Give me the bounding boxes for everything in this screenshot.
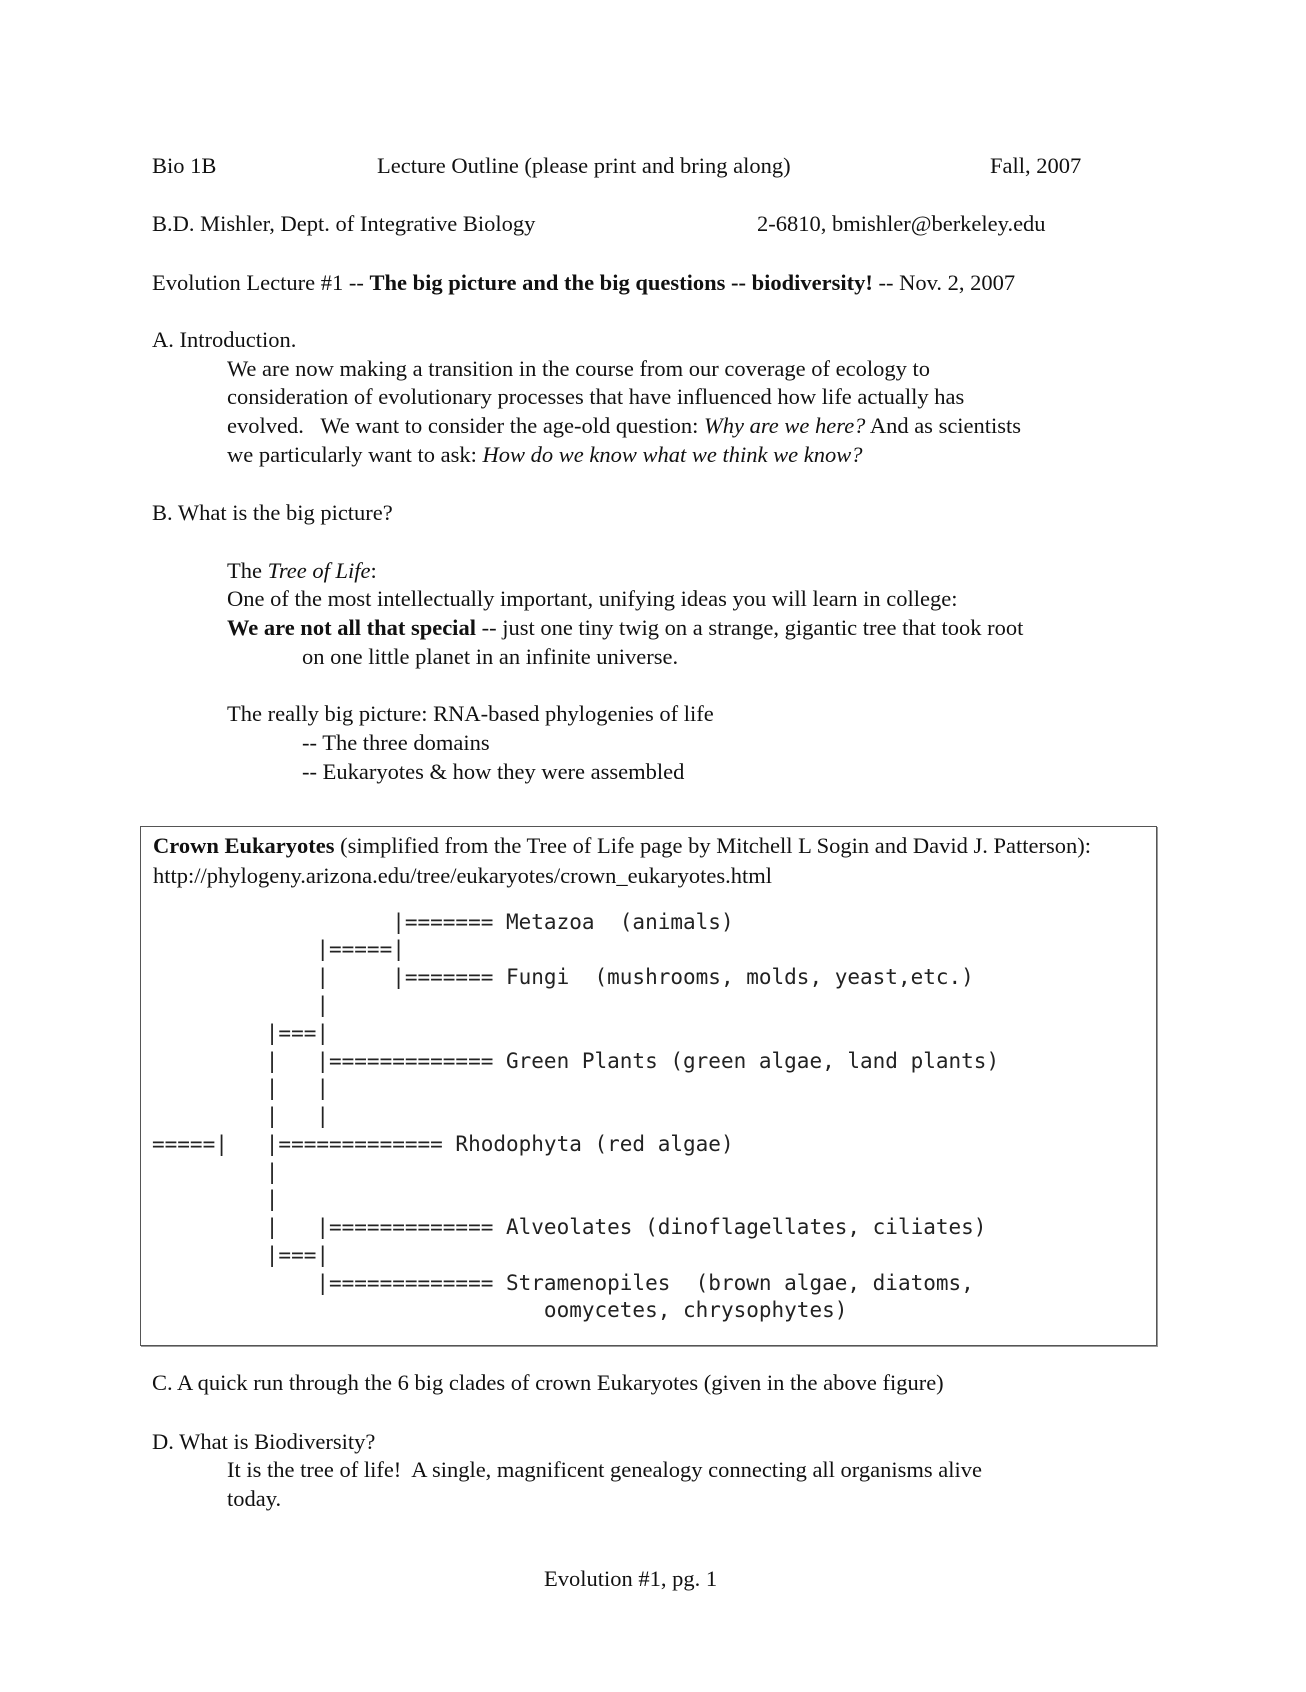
lecture-prefix: Evolution Lecture #1 -- [152,270,370,295]
document-title: Lecture Outline (please print and bring along) [377,153,791,178]
section-a-line: We are now making a transition in the course from our coverage of ecology to [227,356,930,381]
page-footer: Evolution #1, pg. 1 [544,1566,718,1591]
tree-line: | | [152,1104,330,1128]
section-b-bullet: -- The three domains [302,730,490,755]
tree-line: | | [152,1076,330,1100]
tree-of-life-label [227,558,377,584]
italic-term: Tree of Life [267,558,371,583]
section-d-heading: D. What is Biodiversity? [152,1429,376,1454]
tree-line: | [152,1187,279,1211]
italic-question: How do we know what we think we know? [482,442,863,467]
section-b-bullet: -- Eukaryotes & how they were assembled [302,759,685,784]
tree-line: | |======= Fungi (mushrooms, molds, yeast,etc.) [152,965,974,989]
section-b-line: on one little planet in an infinite universe. [302,644,679,669]
course-code: Bio 1B [152,153,217,178]
text-span: The [227,558,268,583]
section-a-heading: A. Introduction. [152,327,297,352]
text-span: evolved. We want to consider the age-old question: [227,413,705,438]
section-b-line: The really big picture: RNA-based phylogenies of life [227,701,714,726]
term: Fall, 2007 [990,153,1082,178]
bold-statement: We are not all that special [227,615,476,640]
tree-line: | [152,1160,279,1184]
contact: 2-6810, bmishler@berkeley.edu [757,211,1046,236]
section-c-heading: C. A quick run through the 6 big clades of crown Eukaryotes (given in the above figure) [152,1370,944,1395]
tree-line: | [152,993,330,1017]
tree-line: | |============= Alveolates (dinoflagellates, ciliates) [152,1215,987,1239]
tree-line: | |============= Green Plants (green algae, land plants) [152,1049,1000,1073]
tree-line: =====| |============= Rhodophyta (red algae) [152,1132,734,1156]
text-span: : [370,558,377,583]
tree-line: |===| [152,1243,330,1267]
lecture-title-line [152,270,1015,296]
tree-line: oomycetes, chrysophytes) [152,1298,848,1322]
section-b-line: One of the most intellectually important, unifying ideas you will learn in college: [227,586,958,611]
text-span: And as scientists [865,413,1022,438]
instructor: B.D. Mishler, Dept. of Integrative Biology [152,211,536,236]
section-b-line [227,615,1023,641]
section-a-line [227,413,1021,439]
italic-question: Why are we here? [704,413,866,438]
section-b-heading: B. What is the big picture? [152,500,393,525]
lecture-date: -- Nov. 2, 2007 [872,270,1016,295]
figure-caption-text: (simplified from the Tree of Life page by Mitchell L Sogin and David J. Patterson): http://phylogeny.arizona.edu/tree/eukaryotes/crown_eukaryotes.html [153,833,1092,888]
section-a-line [227,442,863,468]
section-d-line: today. [227,1486,282,1511]
tree-line: |===| [152,1021,330,1045]
figure-caption-title: Crown Eukaryotes [153,833,335,858]
tree-line: |=====| [152,937,405,961]
section-d-line: It is the tree of life! A single, magnificent genealogy connecting all organisms alive [227,1457,982,1482]
text-span: -- just one tiny twig on a strange, gigantic tree that took root [475,615,1024,640]
section-a-line: consideration of evolutionary processes that have influenced how life actually has [227,384,965,409]
lecture-title: The big picture and the big questions -- biodiversity! [369,270,873,295]
figure-caption [153,831,1143,891]
tree-line: |============= Stramenopiles (brown algae, diatoms, [152,1271,974,1295]
text-span: we particularly want to ask: [227,442,483,467]
tree-line: |======= Metazoa (animals) [152,910,734,934]
